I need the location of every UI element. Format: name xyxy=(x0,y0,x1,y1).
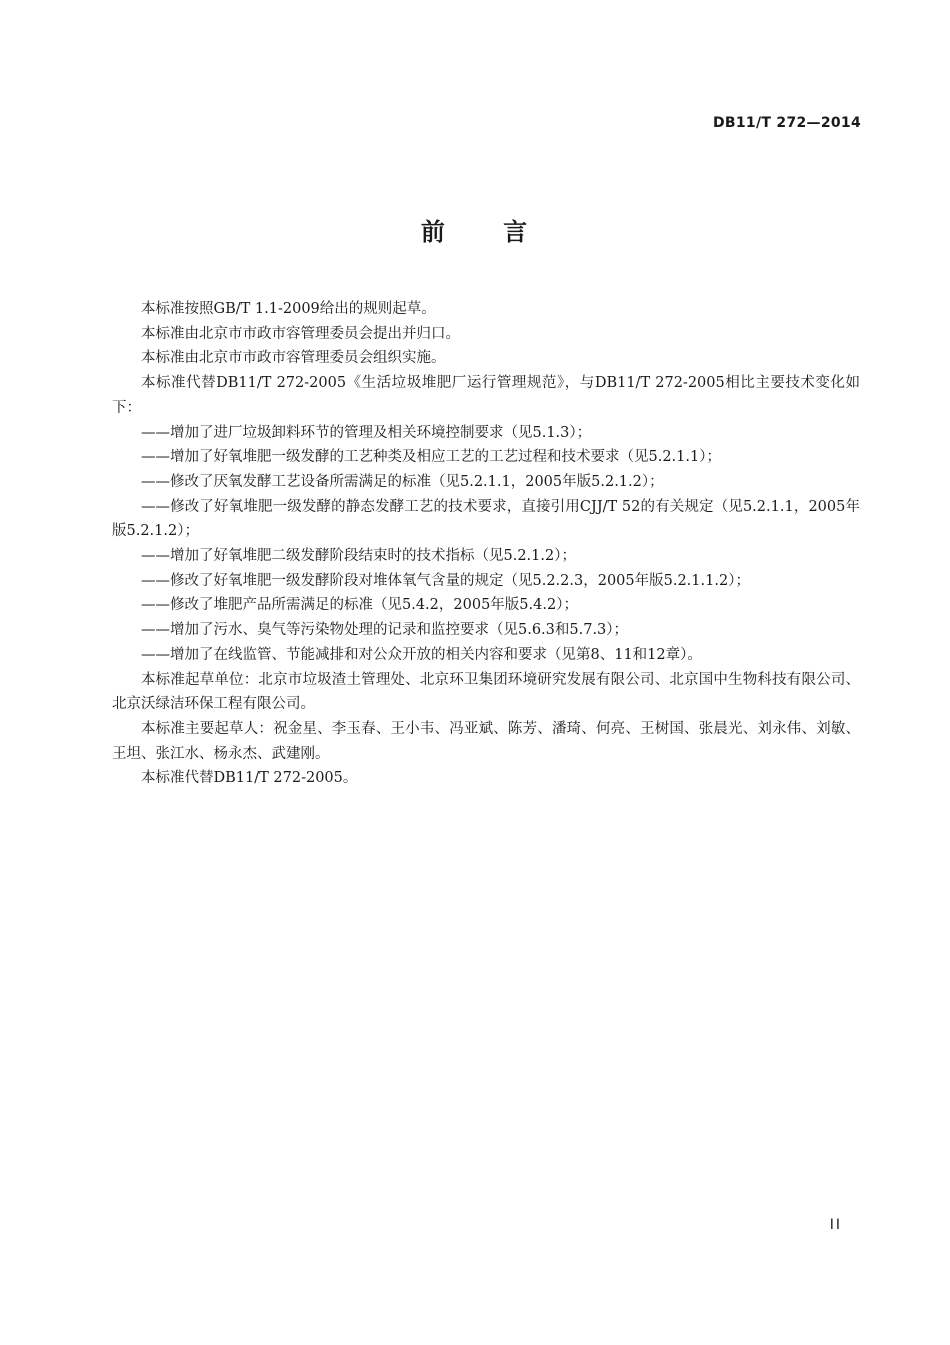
page-title: 前 言 xyxy=(420,218,530,246)
paragraph-replacement-changes: 本标准代替DB11/T 272-2005《生活垃圾堆肥厂运行管理规范》，与DB11/T 272-2005相比主要技术变化如下： xyxy=(112,375,860,416)
paragraph-drafters: 本标准主要起草人：祝金星、李玉春、王小韦、冯亚斌、陈芳、潘琦、何亮、王树国、张晨光、刘永伟、刘敏、王坦、张江水、杨永杰、武建刚。 xyxy=(112,720,860,762)
foreword-body xyxy=(112,297,860,791)
paragraph-supersedes: 本标准代替DB11/T 272-2005。 xyxy=(141,770,358,787)
paragraph-proposer: 本标准由北京市市政市容管理委员会提出并归口。 xyxy=(141,325,460,342)
paragraph-implementer: 本标准由北京市市政市容管理委员会组织实施。 xyxy=(141,350,446,367)
change-item: ——修改了好氧堆肥一级发酵阶段对堆体氧气含量的规定（见5.2.2.3，2005年版5.2.1.1.2）； xyxy=(141,572,750,589)
change-item: ——增加了好氧堆肥一级发酵的工艺种类及相应工艺的工艺过程和技术要求（见5.2.1.1）； xyxy=(141,449,721,466)
change-item: ——修改了厌氧发酵工艺设备所需满足的标准（见5.2.1.1，2005年版5.2.1.2）； xyxy=(141,473,664,490)
change-item: ——修改了堆肥产品所需满足的标准（见5.4.2，2005年版5.4.2）； xyxy=(141,597,578,614)
change-item: ——增加了好氧堆肥二级发酵阶段结束时的技术指标（见5.2.1.2）； xyxy=(141,548,576,565)
change-item: ——修改了好氧堆肥一级发酵的静态发酵工艺的技术要求，直接引用CJJ/T 52的有关规定（见5.2.1.1，2005年版5.2.1.2）； xyxy=(112,498,860,540)
page-number: II xyxy=(829,1217,842,1233)
change-item: ——增加了污水、臭气等污染物处理的记录和监控要求（见5.6.3和5.7.3）； xyxy=(141,622,629,639)
change-item: ——增加了进厂垃圾卸料环节的管理及相关环境控制要求（见5.1.3）； xyxy=(141,424,592,441)
paragraph-drafting-rules: 本标准按照GB/T 1.1-2009给出的规则起草。 xyxy=(141,301,436,317)
change-item: ——增加了在线监管、节能减排和对公众开放的相关内容和要求（见第8、11和12章）。 xyxy=(141,646,702,663)
paragraph-drafting-units: 本标准起草单位：北京市垃圾渣土管理处、北京环卫集团环境研究发展有限公司、北京国中生物科技有限公司、北京沃绿洁环保工程有限公司。 xyxy=(112,671,860,713)
document-code: DB11/T 272—2014 xyxy=(713,115,861,131)
